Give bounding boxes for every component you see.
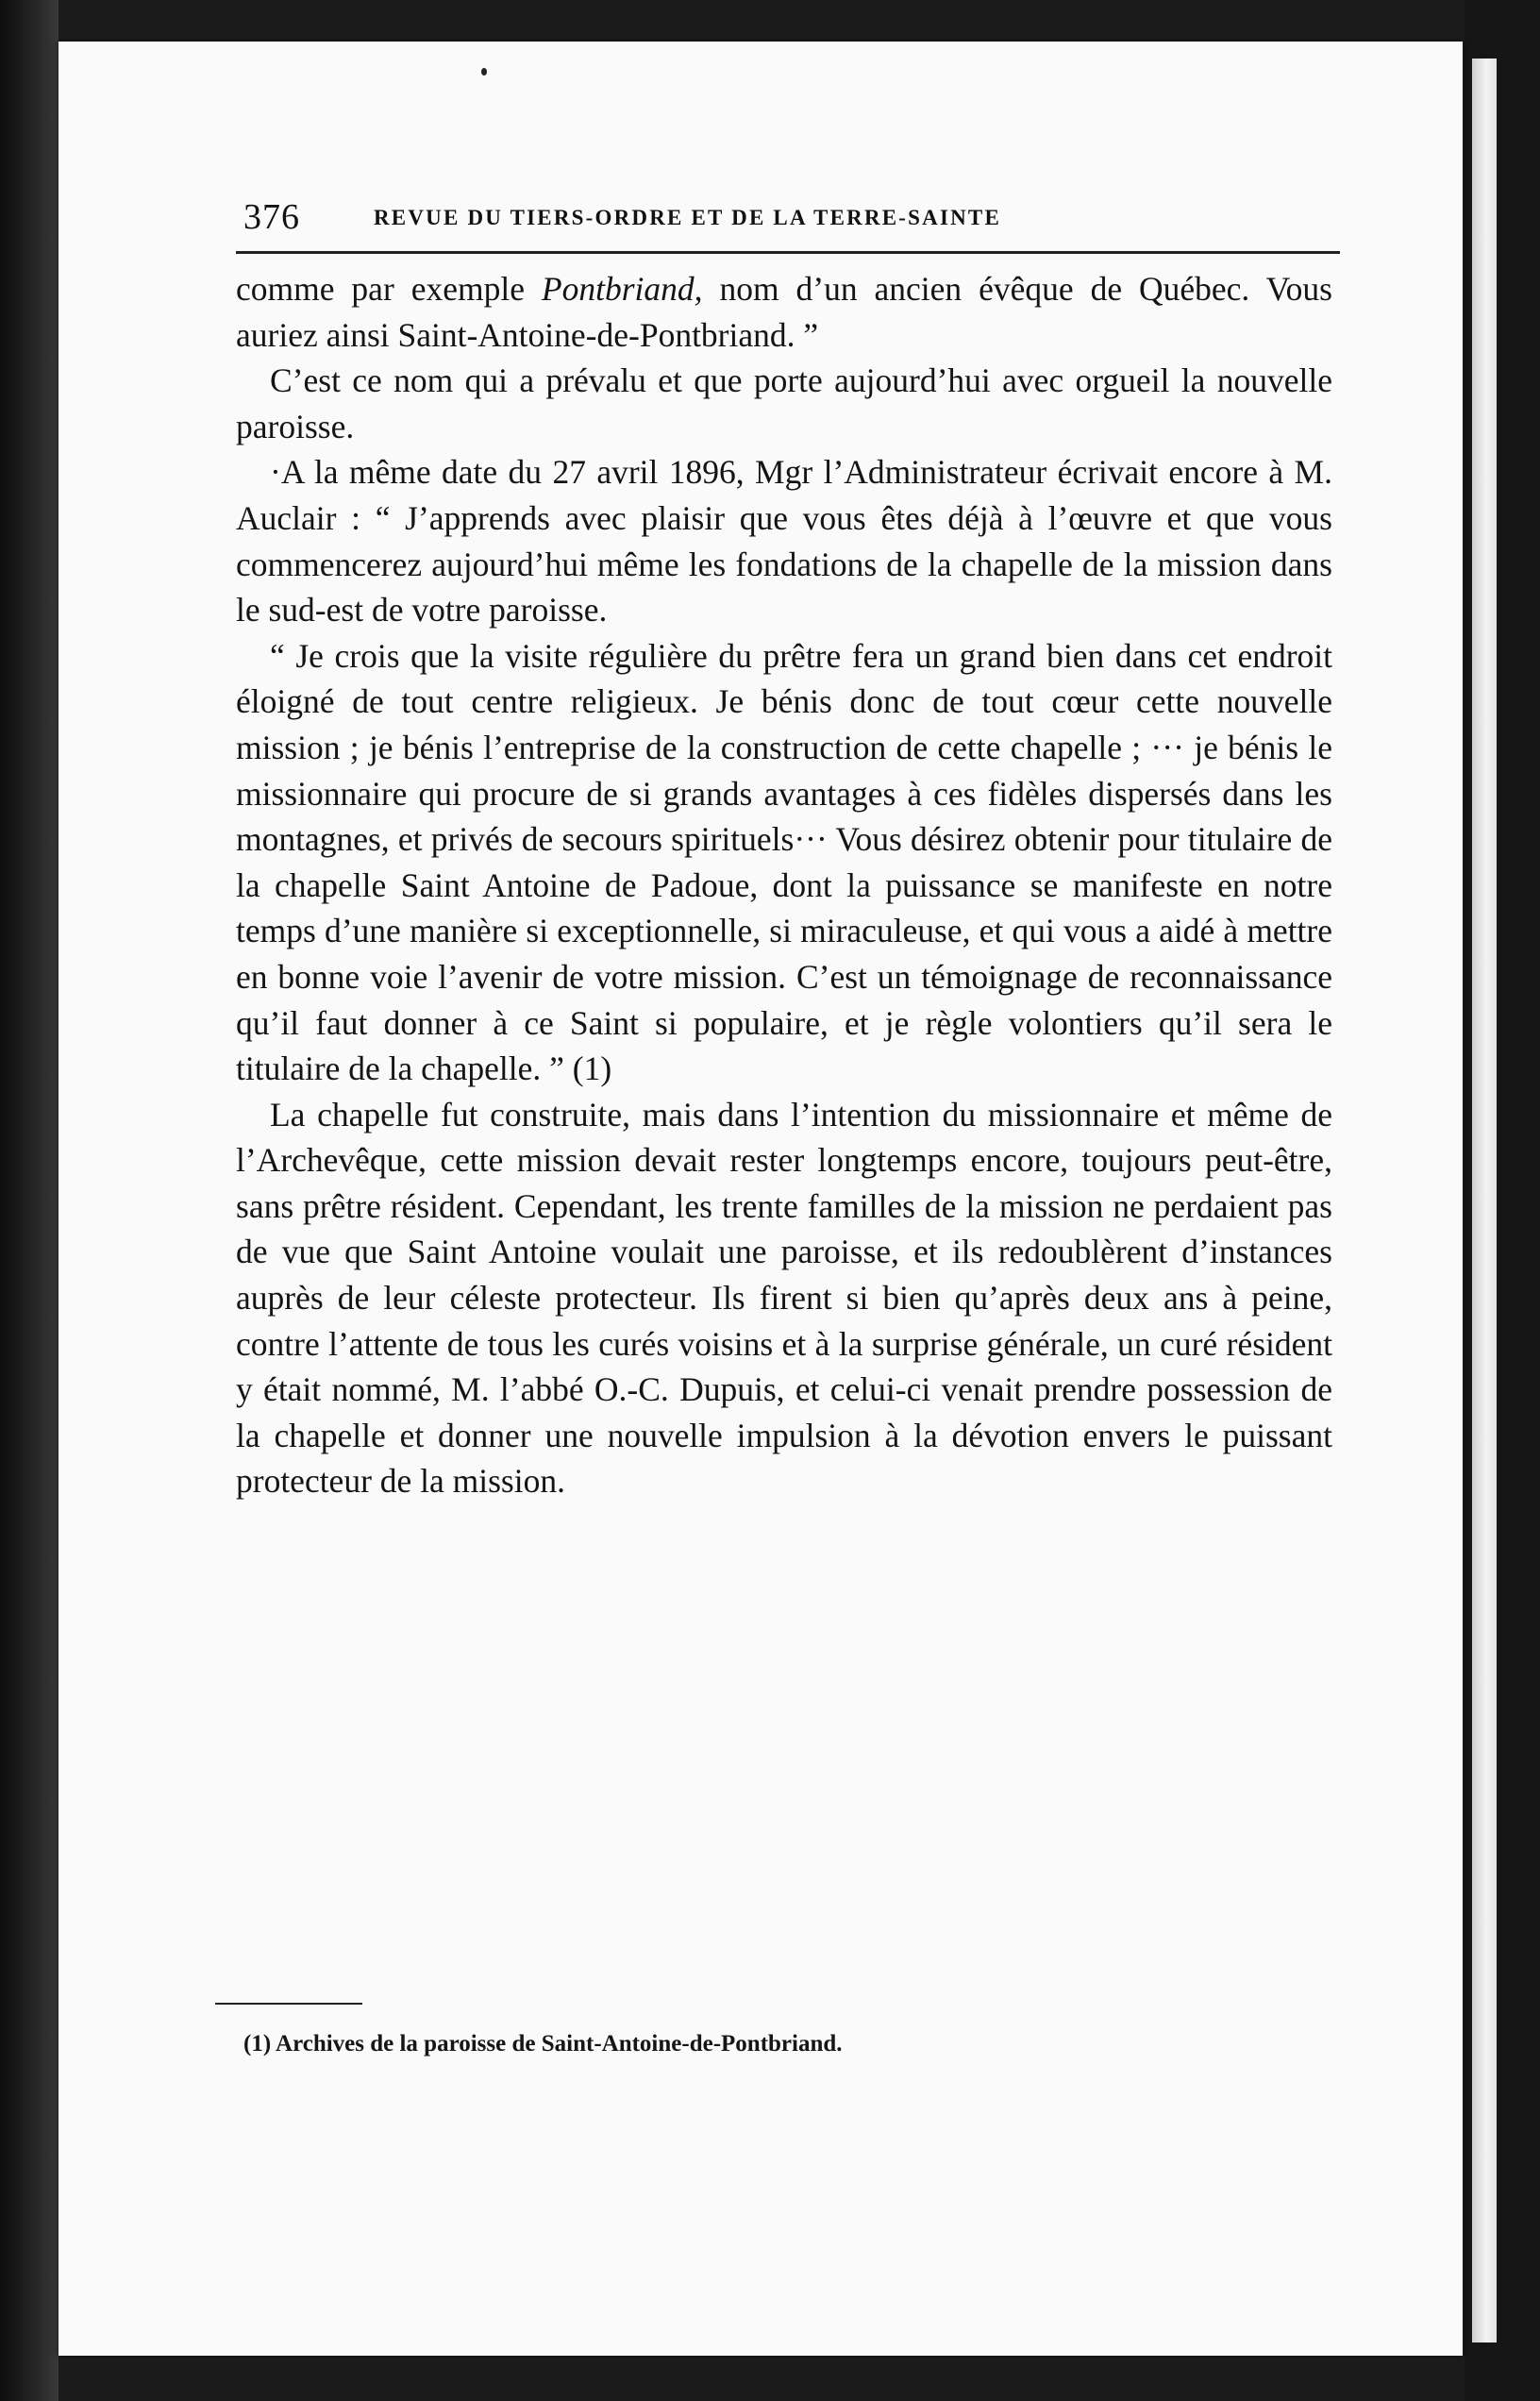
paragraph-5: La chapelle fut construite, mais dans l’intention du missionnaire et même de l’Archevêque, cette mission devait rester longtemps encore, toujours peut-être, sans prêtre résident. Cependant, les trente familles de la mission ne perdaient pas de vue que Saint Antoine voulait une paroisse, et ils redoublèrent d’instances auprès de leur céleste protecteur. Ils firent si bien qu’après deux ans à peine, contre l’attente de tous les curés voisins et à la surprise générale, un curé résident y était nommé, M. l’abbé O.-C. Dupuis, et celui-ci venait prendre possession de la chapelle et donner une nouvelle impulsion à la dévotion envers le puissant protecteur de la mission. — [236, 1095, 1332, 1501]
footnote: (1) Archives de la paroisse de Saint-Antoine-de-Pontbriand. — [243, 2031, 843, 2057]
paragraph-1-end: nom d’un ancien évêque de Québec. Vous auriez ainsi Saint-Antoine-de-Pontbriand. ” — [236, 270, 1332, 354]
page-header — [236, 194, 1338, 243]
paragraph-1 — [236, 266, 1332, 358]
footnote-rule — [215, 2003, 362, 2005]
italic-place-name: Pontbriand, — [541, 270, 703, 308]
paragraph-4: “ Je crois que la visite régulière du prêtre fera un grand bien dans cet endroit éloigné de tout centre religieux. Je bénis donc de tout cœur cette nouvelle mission ; je bénis l’entreprise de la construction de cette chapelle ; ··· je bénis le missionnaire qui procure de si grands avantages à ces fidèles dispersés dans les montagnes, et privés de secours spirituels··· Vous désirez obtenir pour titulaire de la chapelle Saint Antoine de Padoue, dont la puissance se manifeste en notre temps d’une manière si exceptionnelle, si miraculeuse, et qui vous a aidé à mettre en bonne voie l’avenir de votre mission. C’est un témoignage de reconnaissance qu’il faut donner à ce Saint si populaire, et je règle volontiers qu’il sera le titulaire de la chapelle. ” (1) — [236, 636, 1332, 1088]
paragraph-3: ·A la même date du 27 avril 1896, Mgr l’Administrateur écrivait encore à M. Auclair : “ J’apprends avec plaisir que vous êtes déjà à l’œuvre et que vous commencerez aujourd’hui même les fondations de la chapelle de la mission dans le sud-est de votre paroisse. — [236, 453, 1332, 630]
page-number: 376 — [243, 197, 300, 237]
running-title: REVUE DU TIERS-ORDRE ET DE LA TERRE-SAINTE — [374, 206, 1001, 229]
body-text — [236, 266, 1332, 1504]
paragraph-1-start: comme par exemple — [236, 270, 542, 308]
scan-border-left — [0, 0, 59, 2401]
header-rule — [236, 251, 1340, 254]
paragraph-2: C’est ce nom qui a prévalu et que porte aujourd’hui avec orgueil la nouvelle paroisse. — [236, 361, 1332, 445]
adjacent-page-edge — [1472, 59, 1497, 2342]
scan-speck — [481, 68, 487, 76]
